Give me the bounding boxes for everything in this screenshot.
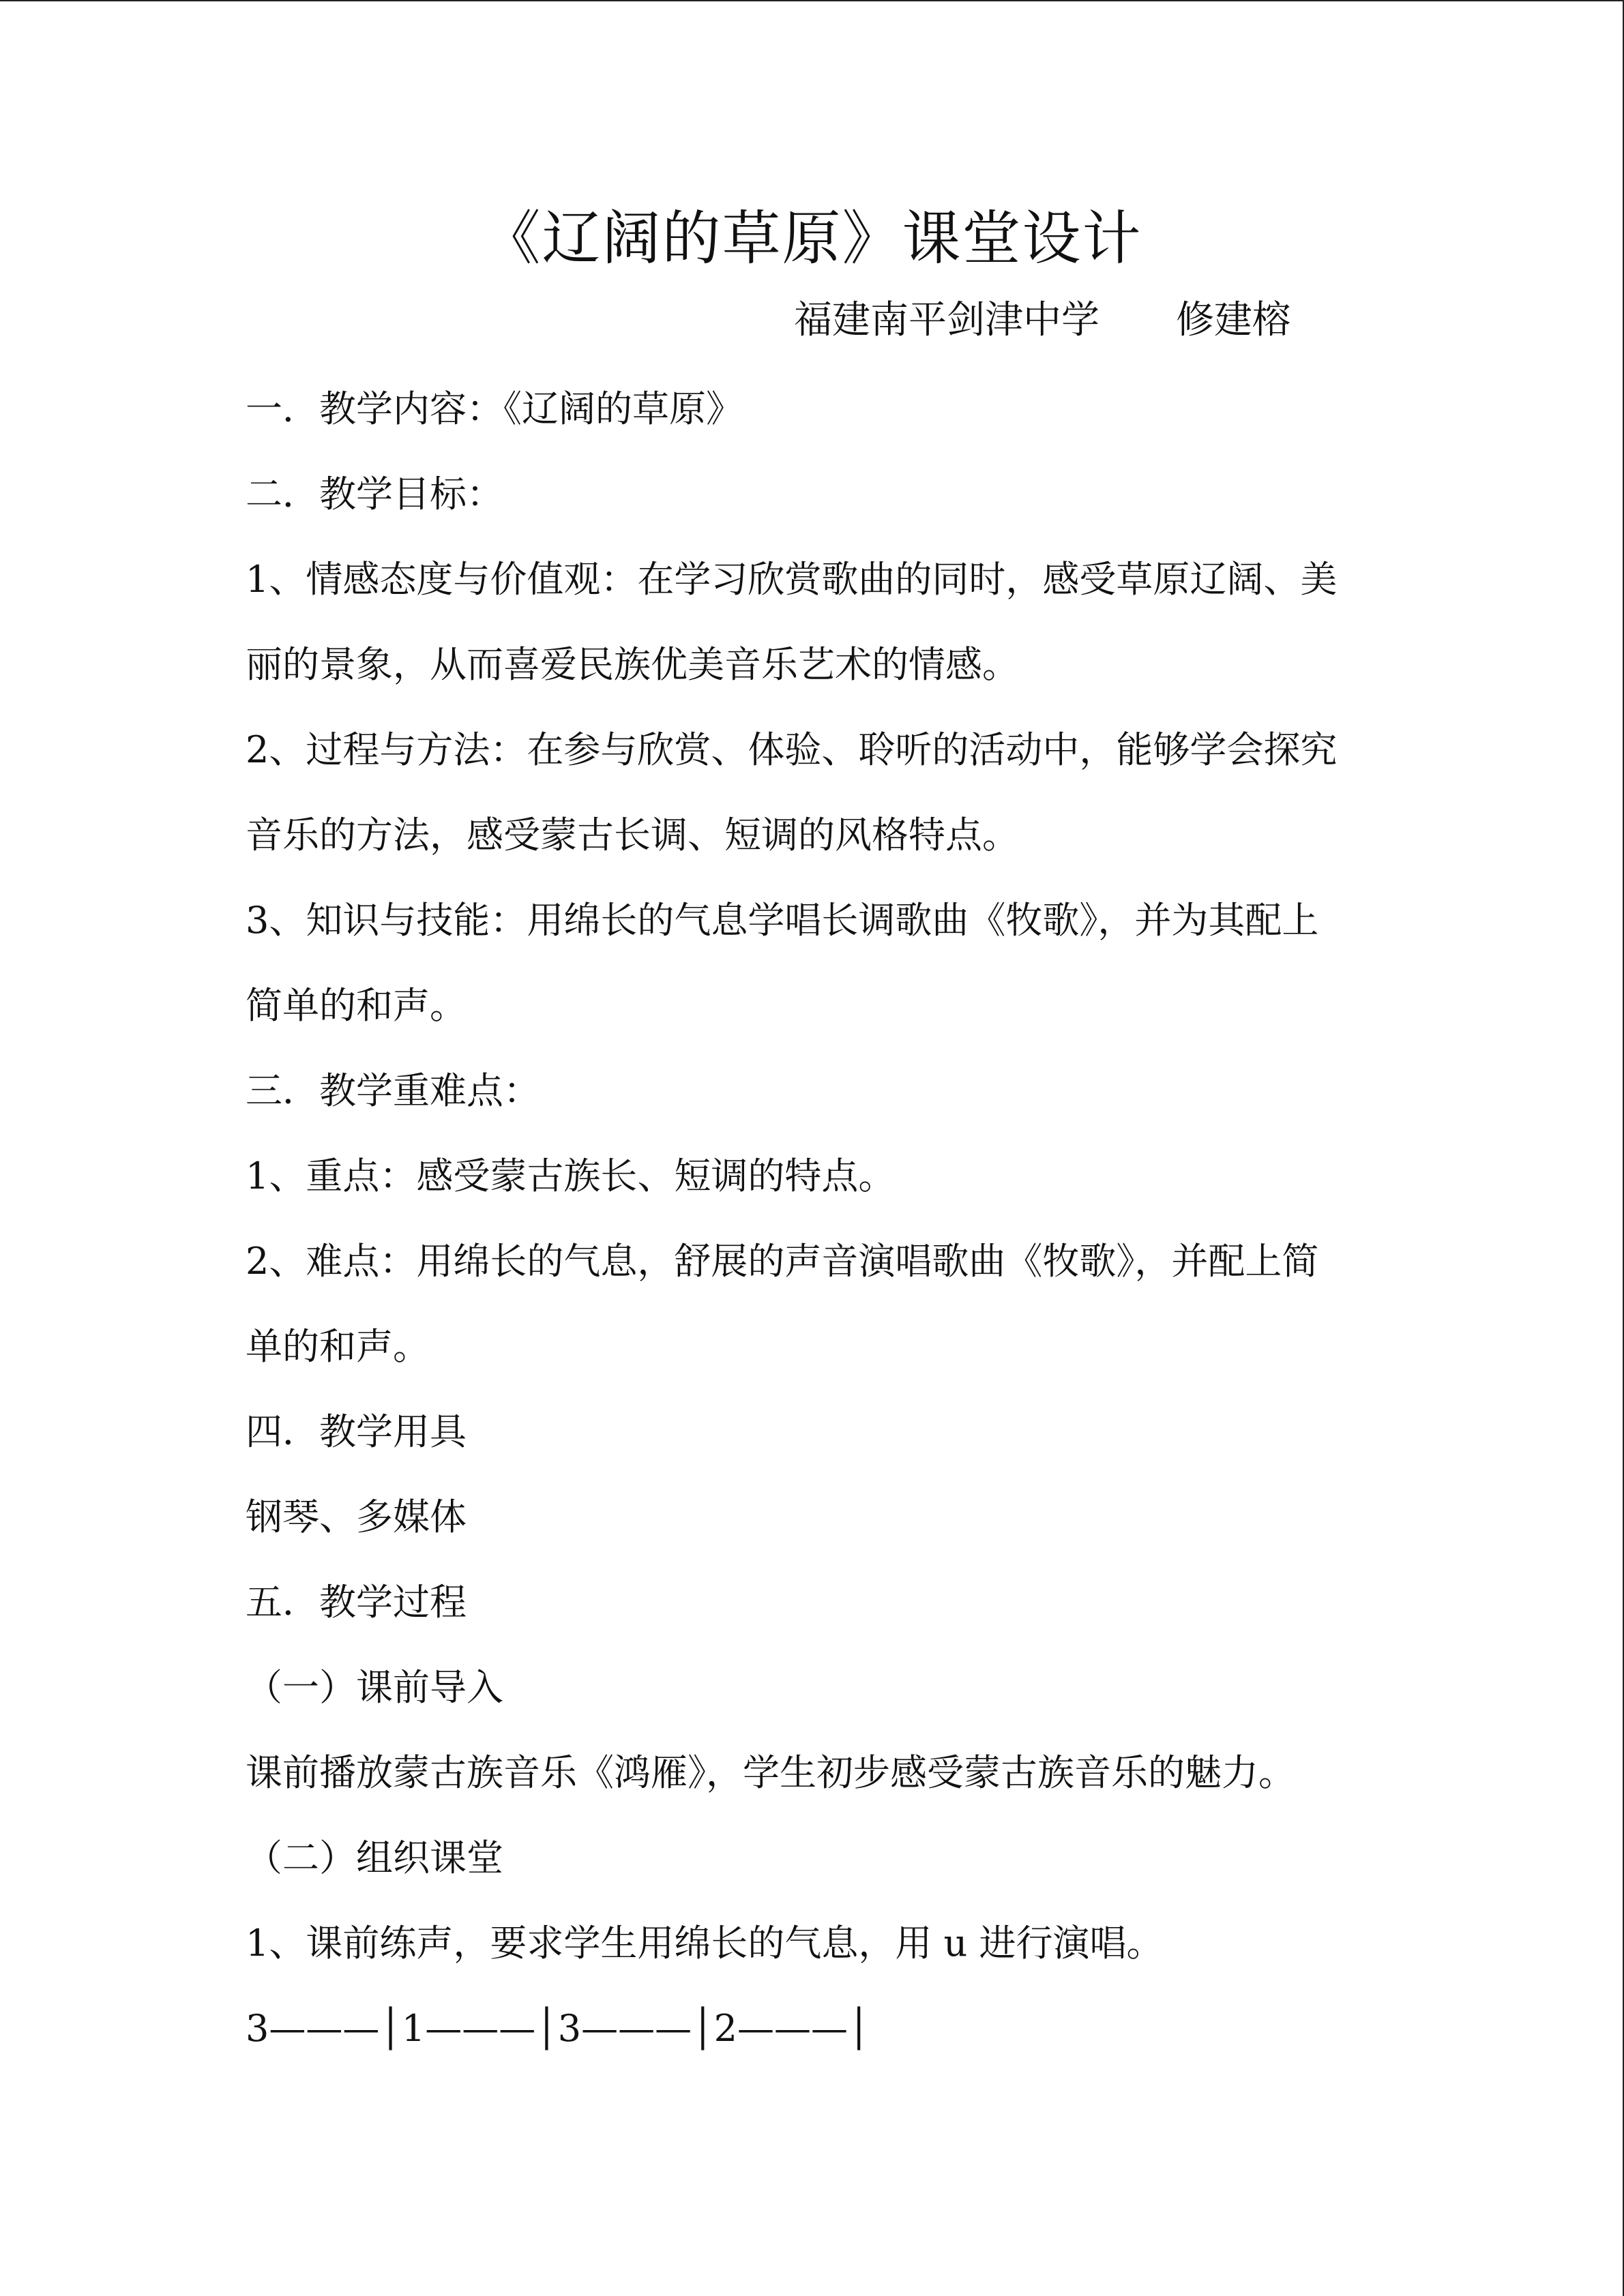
author-name: 修建榕 bbox=[1176, 298, 1290, 342]
intro-text: 课前播放蒙古族音乐《鸿雁》，学生初步感受蒙古族音乐的魅力。 bbox=[246, 1751, 1295, 1794]
difficulty-line-2: 单的和声。 bbox=[246, 1325, 430, 1368]
document-title: 《辽阔的草原》课堂设计 bbox=[482, 205, 1142, 273]
section-heading-process: 五．教学过程 bbox=[246, 1581, 467, 1624]
section-heading-content: 一．教学内容：《辽阔的草原》 bbox=[246, 387, 743, 430]
subheading-organize: （二）组织课堂 bbox=[246, 1836, 503, 1879]
section-heading-objectives: 二．教学目标： bbox=[246, 473, 503, 516]
notation-line: 3———│1———│3———│2———│ bbox=[246, 2007, 870, 2050]
difficulty-line-1: 2、难点：用绵长的气息，舒展的声音演唱歌曲《牧歌》，并配上简 bbox=[246, 1240, 1319, 1283]
subheading-intro: （一）课前导入 bbox=[246, 1666, 503, 1709]
objective-1-line-2: 丽的景象，从而喜爱民族优美音乐艺术的情感。 bbox=[246, 643, 1019, 686]
tools-list: 钢琴、多媒体 bbox=[246, 1495, 467, 1538]
warmup-text: 1、课前练声，要求学生用绵长的气息，用 u 进行演唱。 bbox=[246, 1922, 1164, 1965]
objective-3-line-1: 3、知识与技能：用绵长的气息学唱长调歌曲《牧歌》，并为其配上 bbox=[246, 899, 1319, 942]
section-heading-tools: 四．教学用具 bbox=[246, 1410, 467, 1453]
author-school: 福建南平剑津中学 bbox=[794, 298, 1099, 342]
section-heading-key-points: 三．教学重难点： bbox=[246, 1069, 540, 1112]
objective-3-line-2: 简单的和声。 bbox=[246, 984, 467, 1027]
key-point: 1、重点：感受蒙古族长、短调的特点。 bbox=[246, 1154, 896, 1197]
author-line bbox=[794, 293, 1290, 348]
objective-2-line-1: 2、过程与方法：在参与欣赏、体验、聆听的活动中，能够学会探究 bbox=[246, 728, 1338, 771]
objective-2-line-2: 音乐的方法，感受蒙古长调、短调的风格特点。 bbox=[246, 814, 1019, 856]
objective-1-line-1: 1、情感态度与价值观：在学习欣赏歌曲的同时，感受草原辽阔、美 bbox=[246, 558, 1338, 601]
